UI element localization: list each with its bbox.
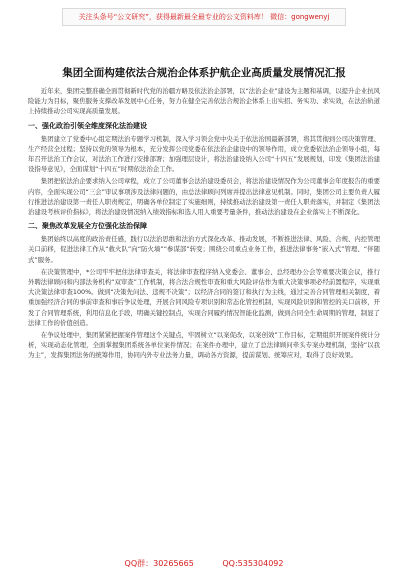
document-body <box>28 86 380 363</box>
section-1-paragraph-1: 集团建立了党委中心组定期法治专题学习机制，深入学习领会党中央关于依法治国最新部署，将其贯彻到公司决策管理、生产经营全过程；坚持以党的领导为根本，充分发挥公司党委在依法治企建设中的领导作用，成立党委依法治企领导小组，每年召开法治工作会议，对法治工作进行安排部署；加强理层设计，将法治建设纳入公司“十四五”发展规划，印发《集团法治建设指导意见》，全面谋划“十四五”时期依法治企工作。 <box>28 134 380 174</box>
section-1-paragraph-2: 集团把依法治企要求纳入公司章程，成立了公司董事会法治建设委员会，将法治建设情况作为公司董事会年度报告的重要内容，全面实现公司“三会”审议事项涉及法律问题的，由总法律顾问列席并提出法律意见机制。同时，集团公司主要负责人履行推进法治建设第一责任人职责规定，明确各单位制定了实施细则，持续推动法治建设第一责任人职责落实，并制定《集团法治建设考核评价指标》，将法治建设情况纳入绩效指标和选人用人重要考量条件，推动法治建设在企业落实上不断深化。 <box>28 177 380 217</box>
section-2-paragraph-1: 集团始终以高度的政治责任感，践行以法治思维和法治方式深化改革、推动发展，不断推进法律、风险、合规、内控管理关口前移，促进法律工作从“救火队”向“防火墙”“参谋部”转变；围绕公司重点业务工作，推进法律事务“嵌入式”管理、“伴随式”服务。 <box>28 235 380 264</box>
promo-banner: 关注头条号“公文研究”，获得最新最全最专业的公文资料库！ 微信：gongwenyj <box>62 8 346 26</box>
section-1-heading: 一、强化政治引领全维度深化法治建设 <box>28 121 147 130</box>
section-2-paragraph-2: 在决策管理中，*公司牢牢把住法律审查关，将法律审查程序纳入党委会、董事会、总经理办公会等重要决策会议，推行外聘法律顾问和内部法务机构“双审查”工作机制，将合法合规性审查和重大风险评估作为重大决策事项必经前置程序，实现重大决策法律审查100%。做到“决策先问法、违规不决策”；以经济合同的签订和执行为主线，通过完善合同管理相关制度，着重加强经济合同的事前审查和事后争议处理，开展合同风险专项识别和常态化管控机制，实现风险识别和管控的关口前移，开发了合同管理系统，利用信息化手段，明确关键控制点，实现合同履约情况智能化监测，做到合同全生命周期的管理，制显了法律工作的价值创造。 <box>28 267 380 327</box>
contact-footer <box>0 558 408 570</box>
intro-paragraph: 近年来，集团完整准确全面贯彻新时代党的治疆方略及依法治企部署，以“法治企业”建设为主题和基调，以提升企业抗风险能力为目标，聚焦服务支撑改革发展中心任务，努力在健全完善依法合规治企体系上出实招、务实功、求实效，在法治轨道上持续推动公司实现高质量发展。 <box>28 87 380 116</box>
qq-group-label: QQ群：30265665 <box>124 559 194 568</box>
section-2-heading: 二、聚焦改革发展全方位强化法治保障 <box>28 222 147 231</box>
section-2-paragraph-3: 在争议处理中，集团紧紧把握案件管理这个关键点，牢固树立“以案促改，以案创效”工作目标，定期组织开展案件统计分析，实现动态化管理，全面掌握集团系统各单位案件情况；在案件办理中，建立了总法律顾问牵头专案办理机制，坚持“以我为主”，发挥集团法务的统筹作用，协同内外专业法务力量，调动各方资源，提前谋划、统筹应对，取得了良好效果。 <box>28 331 380 360</box>
qq-label: QQ:535304092 <box>222 559 284 568</box>
document-title: 集团全面构建依法合规治企体系护航企业高质量发展情况汇报 <box>62 67 346 79</box>
